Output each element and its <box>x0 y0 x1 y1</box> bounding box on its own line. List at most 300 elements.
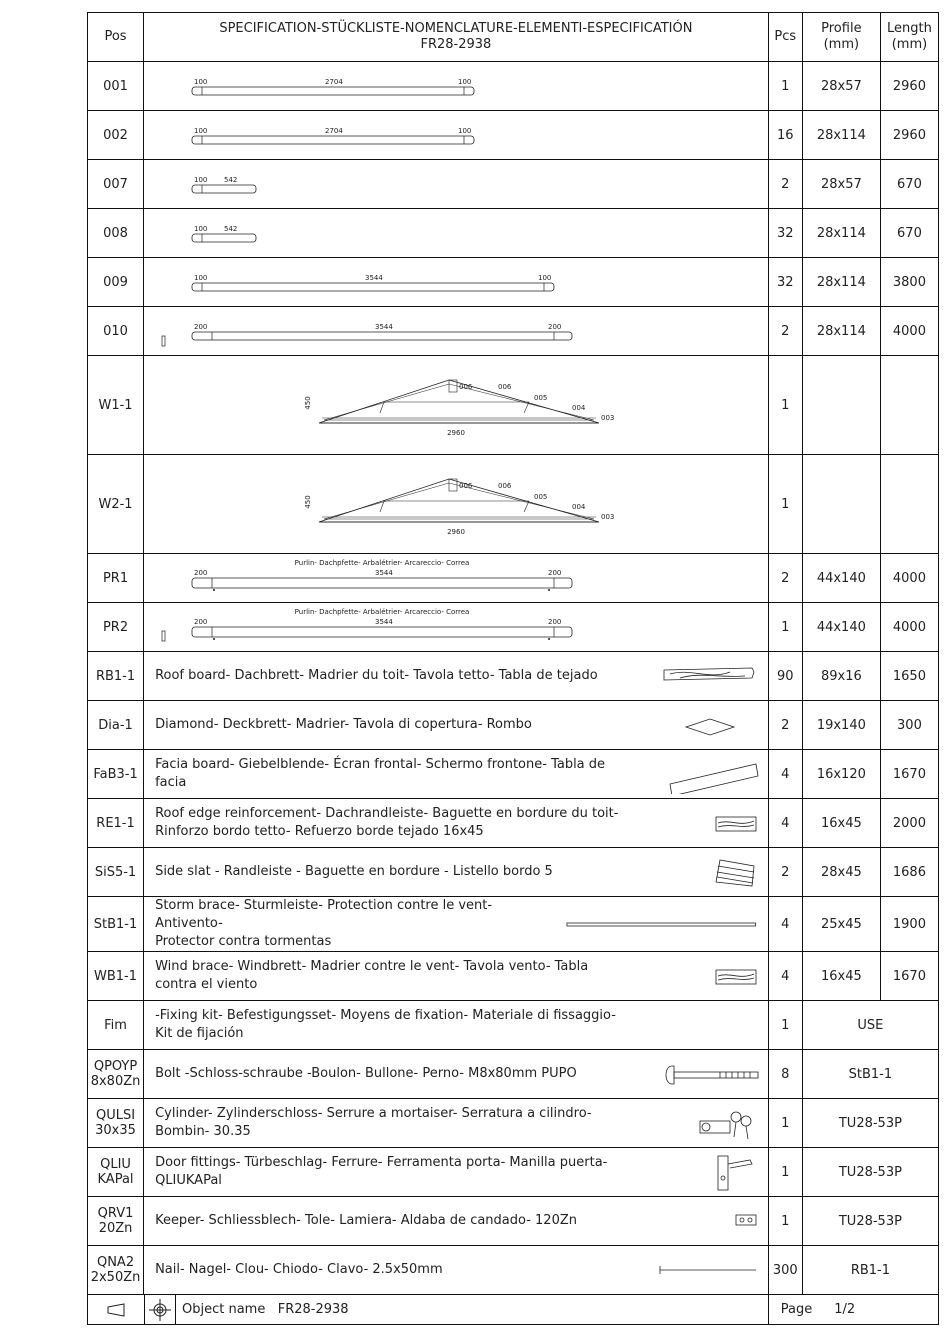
description-wrap <box>144 956 768 996</box>
part-caption: Purlin- Dachpfette- Arbalétrier- Arcareccio- Correa <box>294 608 470 616</box>
part-description <box>144 701 769 750</box>
part-quantity: 1 <box>768 1099 802 1148</box>
truss-part-label: 004 <box>572 503 586 511</box>
part-position-line: 8x80Zn <box>90 1074 141 1089</box>
description-line: Cylinder- Zylinderschloss- Serrure a mortaiser- Serratura a cilindro- <box>155 1106 592 1121</box>
part-quantity: 4 <box>768 952 802 1001</box>
part-position <box>88 897 144 952</box>
part-drawing <box>144 308 764 354</box>
keeper-icon <box>660 1201 760 1241</box>
part-position-line: QRV1 <box>97 1206 134 1221</box>
part-description <box>144 1197 769 1246</box>
part-description <box>144 952 769 1001</box>
dimension-label: 200 <box>548 569 562 577</box>
table-row <box>88 258 939 307</box>
part-profile: 28x114 <box>802 258 880 307</box>
part-caption: Purlin- Dachpfette- Arbalétrier- Arcareccio- Correa <box>294 559 470 567</box>
description-line: Kit de fijación <box>155 1026 244 1041</box>
part-position-line: 008 <box>103 225 128 241</box>
part-drawing <box>144 259 764 305</box>
table-row <box>88 356 939 455</box>
part-profile: 28x45 <box>802 848 880 897</box>
description-text <box>144 805 618 841</box>
dimension-label: 2704 <box>325 127 343 135</box>
part-quantity: 4 <box>768 897 802 952</box>
description-text <box>144 1007 616 1043</box>
part-length <box>880 455 938 554</box>
part-profile: 28x114 <box>802 307 880 356</box>
specification-sheet <box>87 12 939 1325</box>
specification-table <box>87 12 939 1325</box>
part-position-line: SiS5-1 <box>94 864 137 880</box>
description-wrap <box>144 852 768 892</box>
part-length: 2960 <box>880 62 938 111</box>
part-length: 2960 <box>880 111 938 160</box>
dimension-label: 100 <box>194 274 208 282</box>
wind-brace-icon <box>660 956 760 996</box>
description-wrap <box>144 754 768 794</box>
part-quantity: 1 <box>768 603 802 652</box>
part-position-line: QNA2 <box>96 1255 135 1270</box>
description-line: Roof edge reinforcement- Dachrandleiste- Baguette en bordure du toit- <box>155 806 619 821</box>
facia-board-icon <box>660 754 760 794</box>
truss-height-label: 450 <box>304 495 313 509</box>
part-description <box>144 455 769 554</box>
part-profile: 19x140 <box>802 701 880 750</box>
side-slat-icon <box>660 852 760 892</box>
description-line: Facia board- Giebelblende- Écran frontal- Schermo frontone- Tabla de <box>155 757 606 772</box>
dimension-label: 2704 <box>325 78 343 86</box>
hole-mark <box>548 638 550 640</box>
part-quantity: 4 <box>768 750 802 799</box>
dimension-label: 3544 <box>375 618 393 626</box>
table-row <box>88 799 939 848</box>
part-quantity: 1 <box>768 356 802 455</box>
description-line: Diamond- Deckbrett- Madrier- Tavola di copertura- Rombo <box>155 717 532 732</box>
description-line: Rinforzo bordo tetto- Refuerzo borde tejado 16x45 <box>155 824 484 839</box>
part-usage: RB1-1 <box>802 1246 938 1295</box>
table-row <box>88 1099 939 1148</box>
truss-part-label: 006 <box>498 482 512 490</box>
crosshair-icon <box>149 1299 171 1321</box>
part-profile: 28x114 <box>802 209 880 258</box>
part-position-line: RB1-1 <box>95 668 136 684</box>
board-outline <box>192 332 572 340</box>
board-outline <box>192 87 474 95</box>
part-position <box>88 701 144 750</box>
description-wrap <box>144 803 768 843</box>
part-description <box>144 652 769 701</box>
part-position <box>88 111 144 160</box>
part-quantity: 1 <box>768 62 802 111</box>
description-line: Wind brace- Windbrett- Madrier contre le vent- Tavola vento- Tabla <box>155 959 589 974</box>
part-position-line: 009 <box>103 274 128 290</box>
length-header-unit: (mm) <box>891 37 928 52</box>
profile-section-mark <box>162 336 165 346</box>
part-profile: 16x45 <box>802 799 880 848</box>
description-text <box>144 756 605 792</box>
nail-icon <box>560 1250 760 1290</box>
part-position <box>88 952 144 1001</box>
dimension-label: 100 <box>194 176 208 184</box>
description-line: contra el viento <box>155 977 258 992</box>
table-row <box>88 455 939 554</box>
truss-drawing <box>144 357 764 453</box>
part-position-line: WB1-1 <box>94 968 138 984</box>
part-profile: 28x57 <box>802 160 880 209</box>
part-description <box>144 897 769 952</box>
footer-right <box>768 1295 938 1325</box>
dimension-label: 200 <box>548 618 562 626</box>
projection-cone-icon <box>106 1303 126 1317</box>
part-description <box>144 1246 769 1295</box>
part-position-line: 010 <box>103 323 128 339</box>
truss-width-label: 2960 <box>447 429 465 437</box>
description-wrap <box>144 1007 768 1043</box>
part-position-line: 002 <box>103 127 128 143</box>
part-position <box>88 356 144 455</box>
diamond-icon <box>660 705 760 745</box>
part-position-line: W1-1 <box>98 397 133 413</box>
part-description <box>144 62 769 111</box>
dimension-label: 100 <box>538 274 552 282</box>
table-row <box>88 1197 939 1246</box>
part-length: 4000 <box>880 603 938 652</box>
truss-part-label: 003 <box>601 414 615 422</box>
part-profile <box>802 356 880 455</box>
projection-circle <box>145 1295 176 1324</box>
part-position-line: PR1 <box>102 570 129 586</box>
truss-part-label: 005 <box>534 394 548 402</box>
dimension-label: 100 <box>458 127 472 135</box>
sheet-title: SPECIFICATION-STÜCKLISTE-NOMENCLATURE-ELEMENTI-ESPECIFICATIÓN <box>219 21 693 36</box>
truss-part-label: 006 <box>498 383 512 391</box>
description-line: -Fixing kit- Befestigungsset- Moyens de fixation- Materiale di fissaggio- <box>155 1008 616 1023</box>
part-usage: USE <box>802 1001 938 1050</box>
table-row <box>88 1001 939 1050</box>
roof-board-icon <box>660 656 760 696</box>
dimension-label: 100 <box>194 225 208 233</box>
part-description <box>144 603 769 652</box>
part-usage: TU28-53P <box>802 1197 938 1246</box>
dimension-label: 3544 <box>375 323 393 331</box>
part-position-line: QPOYP <box>93 1059 138 1074</box>
description-wrap <box>144 1054 768 1094</box>
table-row <box>88 750 939 799</box>
edge-strip-icon <box>660 803 760 843</box>
part-usage: StB1-1 <box>802 1050 938 1099</box>
part-length: 1686 <box>880 848 938 897</box>
part-position <box>88 62 144 111</box>
table-row <box>88 1246 939 1295</box>
part-quantity: 16 <box>768 111 802 160</box>
description-line: Keeper- Schliessblech- Tole- Lamiera- Aldaba de candado- 120Zn <box>155 1213 577 1228</box>
part-profile <box>802 455 880 554</box>
dimension-label: 100 <box>194 78 208 86</box>
length-header-label: Length <box>887 21 932 36</box>
description-text <box>144 1212 577 1230</box>
part-profile: 89x16 <box>802 652 880 701</box>
description-line: Bombin- 30.35 <box>155 1124 251 1139</box>
part-position-line: QLIU <box>100 1157 131 1172</box>
part-position-line: 007 <box>103 176 128 192</box>
title-header <box>144 13 769 62</box>
part-drawing <box>144 63 764 109</box>
description-wrap <box>144 1103 768 1143</box>
part-description <box>144 1148 769 1197</box>
description-wrap <box>144 705 768 745</box>
dimension-label: 200 <box>548 323 562 331</box>
part-position <box>88 799 144 848</box>
part-description <box>144 356 769 455</box>
board-outline <box>192 627 572 637</box>
description-line: QLIUKAPal <box>155 1173 222 1188</box>
board-outline <box>192 283 554 291</box>
hole-mark <box>213 638 215 640</box>
table-row <box>88 952 939 1001</box>
part-description <box>144 258 769 307</box>
part-position <box>88 1050 144 1099</box>
table-row <box>88 701 939 750</box>
description-wrap <box>144 897 768 951</box>
part-position <box>88 455 144 554</box>
part-quantity: 2 <box>768 160 802 209</box>
dimension-label: 200 <box>194 618 208 626</box>
part-length: 670 <box>880 160 938 209</box>
part-quantity: 2 <box>768 848 802 897</box>
part-position-line: W2-1 <box>98 496 133 512</box>
part-position-line: FaB3-1 <box>93 766 138 782</box>
part-position-line: 20Zn <box>98 1221 133 1236</box>
description-wrap <box>144 1250 768 1290</box>
bolt-icon <box>660 1054 760 1094</box>
part-position-line: Dia-1 <box>98 717 133 733</box>
pcs-header: Pcs <box>768 13 802 62</box>
table-row <box>88 62 939 111</box>
part-position-line: 30x35 <box>95 1123 136 1138</box>
page-value: 1/2 <box>834 1302 856 1317</box>
length-header <box>880 13 938 62</box>
hole-mark <box>213 589 215 591</box>
part-quantity: 1 <box>768 1001 802 1050</box>
description-text <box>144 958 588 994</box>
part-position <box>88 652 144 701</box>
part-description <box>144 160 769 209</box>
part-quantity: 90 <box>768 652 802 701</box>
table-body <box>88 62 939 1295</box>
part-description <box>144 750 769 799</box>
part-profile: 28x114 <box>802 111 880 160</box>
part-quantity: 32 <box>768 258 802 307</box>
board-outline <box>192 234 256 242</box>
part-position-line: PR2 <box>102 619 129 635</box>
part-position <box>88 307 144 356</box>
part-position <box>88 750 144 799</box>
table-row <box>88 1148 939 1197</box>
part-description <box>144 799 769 848</box>
profile-header-unit: (mm) <box>823 37 860 52</box>
truss-part-label: 005 <box>534 493 548 501</box>
description-text <box>144 1065 577 1083</box>
part-length: 3800 <box>880 258 938 307</box>
part-position-line: RE1-1 <box>96 815 135 831</box>
table-row <box>88 111 939 160</box>
board-outline <box>192 136 474 144</box>
dimension-label: 542 <box>224 225 238 233</box>
part-length: 4000 <box>880 554 938 603</box>
part-position-line: StB1-1 <box>93 916 138 932</box>
part-quantity: 300 <box>768 1246 802 1295</box>
truss-strut <box>524 501 529 512</box>
part-description <box>144 111 769 160</box>
table-row <box>88 652 939 701</box>
dimension-label: 3544 <box>365 274 383 282</box>
part-profile: 28x57 <box>802 62 880 111</box>
truss-part-label: 006 <box>459 482 473 490</box>
sheet-code: FR28-2938 <box>420 37 492 52</box>
part-position <box>88 848 144 897</box>
part-position <box>88 1148 144 1197</box>
cylinder-lock-icon <box>660 1103 760 1143</box>
table-row <box>88 1050 939 1099</box>
description-line: Bolt -Schloss-schraube -Boulon- Bullone- Perno- M8x80mm PUPO <box>155 1066 577 1081</box>
dimension-label: 200 <box>194 323 208 331</box>
part-length: 1900 <box>880 897 938 952</box>
description-text <box>144 863 553 881</box>
part-quantity: 1 <box>768 455 802 554</box>
board-outline <box>192 578 572 588</box>
truss-drawing <box>144 456 764 552</box>
description-line: Side slat - Randleiste - Baguette en bordure - Listello bordo 5 <box>155 864 553 879</box>
table-row <box>88 897 939 952</box>
part-length: 4000 <box>880 307 938 356</box>
object-name-value: FR28-2938 <box>277 1302 349 1317</box>
part-position <box>88 554 144 603</box>
part-quantity: 2 <box>768 701 802 750</box>
part-quantity: 4 <box>768 799 802 848</box>
part-position <box>88 160 144 209</box>
part-description <box>144 554 769 603</box>
table-row <box>88 848 939 897</box>
part-length: 300 <box>880 701 938 750</box>
part-quantity: 1 <box>768 1148 802 1197</box>
description-text <box>144 1261 443 1279</box>
part-quantity: 2 <box>768 307 802 356</box>
part-usage: TU28-53P <box>802 1148 938 1197</box>
description-line: facia <box>155 775 187 790</box>
part-description <box>144 1099 769 1148</box>
description-line: Storm brace- Sturmleiste- Protection contre le vent- Antivento- <box>155 898 493 931</box>
part-position <box>88 1001 144 1050</box>
description-text <box>144 1105 592 1141</box>
description-text <box>144 667 598 685</box>
truss-part-label: 004 <box>572 404 586 412</box>
part-length: 1650 <box>880 652 938 701</box>
footer-left <box>88 1295 769 1325</box>
dimension-label: 542 <box>224 176 238 184</box>
part-profile: 44x140 <box>802 603 880 652</box>
table-row <box>88 307 939 356</box>
part-drawing <box>144 161 764 207</box>
part-drawing <box>144 555 764 601</box>
part-position <box>88 1197 144 1246</box>
description-line: Roof board- Dachbrett- Madrier du toit- Tavola tetto- Tabla de tejado <box>155 668 598 683</box>
part-profile: 25x45 <box>802 897 880 952</box>
part-quantity: 2 <box>768 554 802 603</box>
profile-header <box>802 13 880 62</box>
description-line: Door fittings- Türbeschlag- Ferrure- Ferramenta porta- Manilla puerta- <box>155 1155 608 1170</box>
pos-header: Pos <box>88 13 144 62</box>
part-position <box>88 603 144 652</box>
part-quantity: 1 <box>768 1197 802 1246</box>
door-handle-icon <box>660 1152 760 1192</box>
dimension-label: 200 <box>194 569 208 577</box>
part-description <box>144 307 769 356</box>
profile-header-label: Profile <box>821 21 862 36</box>
part-position <box>88 209 144 258</box>
part-position-line: 2x50Zn <box>90 1270 141 1285</box>
part-length: 2000 <box>880 799 938 848</box>
description-text <box>144 1154 607 1190</box>
part-position <box>88 1099 144 1148</box>
header-row <box>88 13 939 62</box>
board-outline <box>192 185 256 193</box>
hole-mark <box>548 589 550 591</box>
footer-row <box>88 1295 939 1325</box>
description-line: Protector contra tormentas <box>155 934 332 949</box>
table-row <box>88 554 939 603</box>
part-drawing <box>144 112 764 158</box>
part-position-line: QULSI <box>95 1108 136 1123</box>
page-label: Page <box>780 1302 813 1317</box>
storm-brace-icon <box>561 904 760 944</box>
part-profile: 16x45 <box>802 952 880 1001</box>
profile-section-mark <box>162 631 165 641</box>
part-length: 670 <box>880 209 938 258</box>
part-profile: 44x140 <box>802 554 880 603</box>
truss-height-label: 450 <box>304 396 313 410</box>
description-line: Nail- Nagel- Clou- Chiodo- Clavo- 2.5x50mm <box>155 1262 443 1277</box>
part-description <box>144 209 769 258</box>
part-position <box>88 1246 144 1295</box>
part-length: 1670 <box>880 952 938 1001</box>
part-drawing <box>144 210 764 256</box>
truss-part-label: 006 <box>459 383 473 391</box>
projection-symbol <box>88 1295 145 1324</box>
table-row <box>88 160 939 209</box>
part-position-line: 001 <box>103 78 128 94</box>
description-wrap <box>144 1152 768 1192</box>
dimension-label: 100 <box>458 78 472 86</box>
part-profile: 16x120 <box>802 750 880 799</box>
object-name <box>176 1302 349 1317</box>
part-quantity: 32 <box>768 209 802 258</box>
part-length <box>880 356 938 455</box>
description-wrap <box>144 1201 768 1241</box>
description-text <box>144 716 532 734</box>
part-quantity: 8 <box>768 1050 802 1099</box>
part-usage: TU28-53P <box>802 1099 938 1148</box>
table-row <box>88 209 939 258</box>
table-row <box>88 603 939 652</box>
part-drawing <box>144 604 764 650</box>
part-position <box>88 258 144 307</box>
description-text <box>144 897 561 951</box>
truss-width-label: 2960 <box>447 528 465 536</box>
part-length: 1670 <box>880 750 938 799</box>
object-name-label: Object name <box>182 1302 266 1317</box>
dimension-label: 100 <box>194 127 208 135</box>
